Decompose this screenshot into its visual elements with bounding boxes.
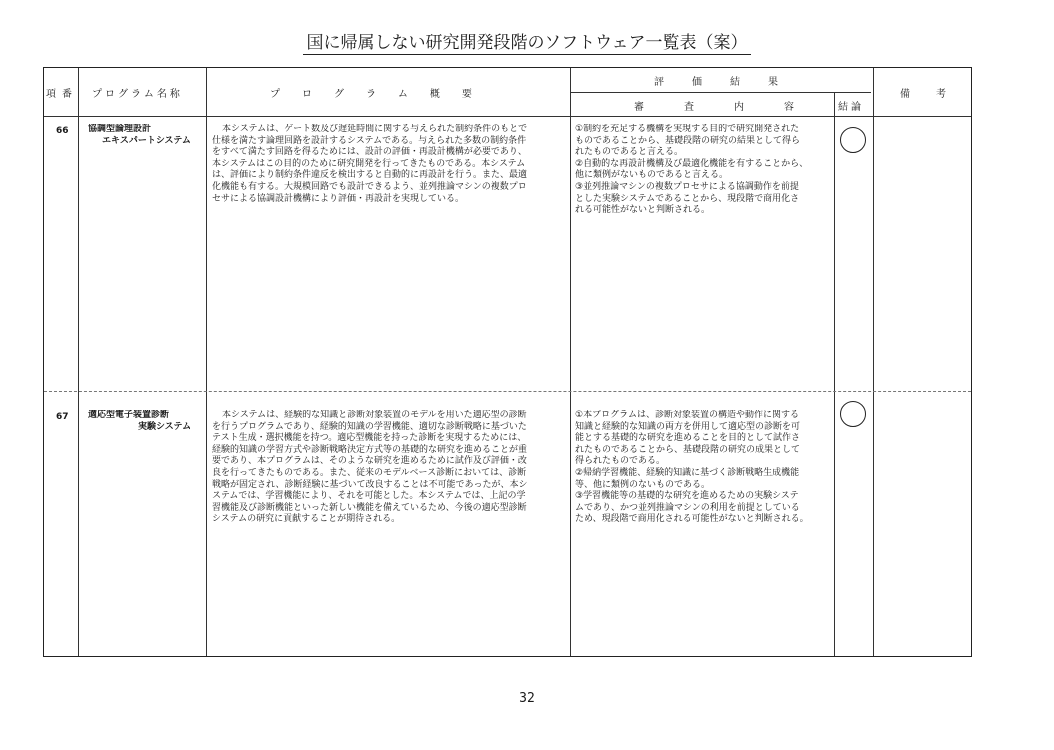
- header-remarks: 備考: [900, 89, 972, 100]
- header-evaluation: 評価結果: [654, 77, 806, 88]
- document-title: 国に帰属しない研究開発段階のソフトウェア一覧表（案）: [0, 28, 1054, 53]
- row-67-summary: 本システムは、経験的な知識と診断対象装置のモデルを用いた適応型の診断 を行うプログラムであり、経験的知識の学習機能、適切な診断戦略に基づいた テスト生成・選択機能を持つ。適応型機能を持った診断を実現するためには、 経験的知識の学習方式や診断戦略決定方式等の基礎的な研究を進めることが重 要であり、本プログラムは、そのような研究を進めるために試作及び評価・改 良を行ってきたものである。また、従来のモデルベース診断においては、診断 戦略が固定され、診断経験に基づいて改良することは不可能であったが、本シ ステムでは、学習機能により、それを可能とした。本システムでは、上記の学 習機能及び診断機能といった新しい機能を備えているため、今後の適応型診断 システムの研究に貢献することが期待される。: [212, 410, 528, 525]
- row-66-review: ①制約を充足する機構を実現する目的で研究開発された ものであることから、基礎段階の研究の結果として得ら れたものであると言える。 ②自動的な再設計機構及び最適化機能を有することから、 他に類例がないものであると言える。 ③並列推論マシンの複数プロセサによる協調動作を前提 とした実験システムであることから、現段階で商用化さ れる可能性がないと判断される。: [575, 124, 809, 216]
- software-table: [43, 67, 972, 657]
- row-66-name: 協調型論理設計 エキスパートシステム: [88, 124, 191, 146]
- header-conclusion: 結論: [838, 102, 864, 113]
- row-67-conclusion-circle-icon: [840, 401, 866, 427]
- header-summary: プログラム概要: [270, 89, 494, 100]
- page-number: 32: [519, 691, 535, 706]
- row-67-no: 67: [56, 412, 69, 422]
- header-program-name: プログラム名称: [92, 89, 183, 100]
- header-item-no: 項番: [46, 89, 78, 100]
- header-review: 審査内容: [634, 102, 834, 113]
- row-66-summary: 本システムは、ゲート数及び遅延時間に関する与えられた制約条件のもとで 仕様を満たす論理回路を設計するシステムである。与えられた多数の制約条件 をすべて満たす回路を得るためには、設計の評価・再設計機構が必要であり、 本システムはこの目的のために研究開発を行ってきたものである。本システム は、評価により制約条件違反を検出すると自動的に再設計を行う。また、最適 化機能も有する。大規模回路でも設計できるよう、並列推論マシンの複数プロ セサによる協調設計機構により評価・再設計を実現している。: [212, 124, 528, 204]
- row-66-no: 66: [56, 126, 69, 136]
- row-67-name: 適応型電子装置診断 実験システム: [88, 410, 192, 432]
- row-67-review: ①本プログラムは、診断対象装置の構造や動作に関する 知識と経験的な知識の両方を併用して適応型の診断を可 能とする基礎的な研究を進めることを目的として試作さ れたものであることから、基礎段階の研究の成果として 得られたものである。 ②帰納学習機能、経験的知識に基づく診断戦略生成機能 等、他に類例のないものである。 ③学習機能等の基礎的な研究を進めるための実験システ ムであり、かつ並列推論マシンの利用を前提としている ため、現段階で商用化される可能性がないと判断される。: [575, 410, 809, 525]
- row-66-conclusion-circle-icon: [840, 127, 866, 153]
